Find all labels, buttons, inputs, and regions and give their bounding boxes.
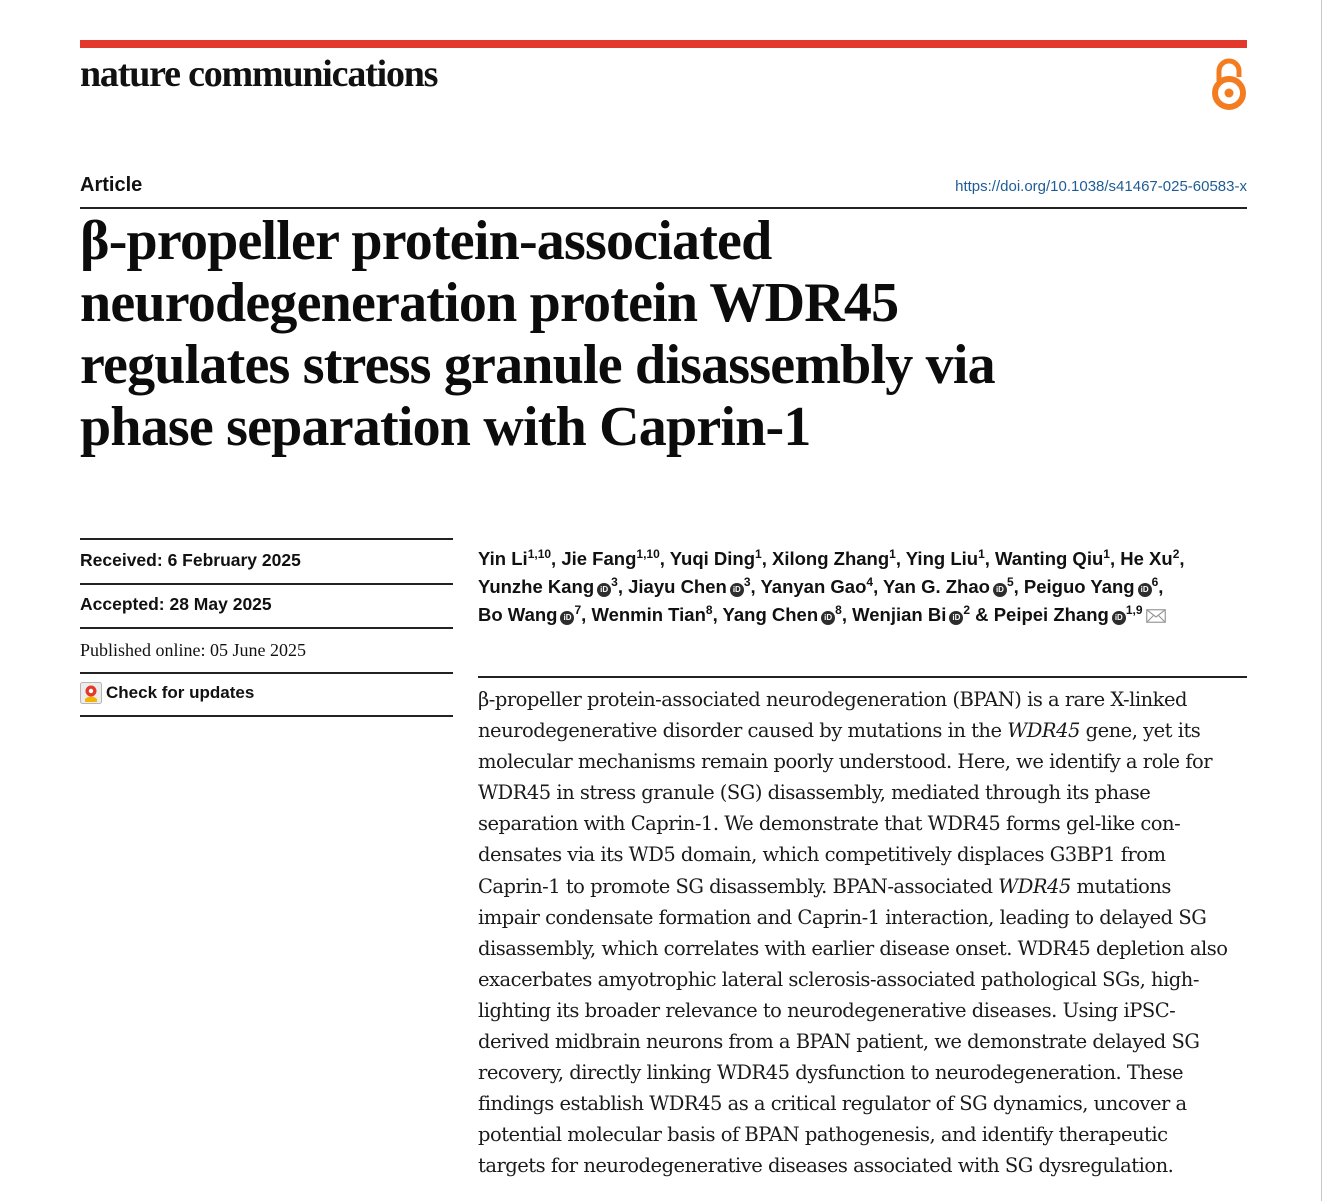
published-label: Published online: bbox=[80, 640, 206, 660]
accepted-date bbox=[80, 594, 272, 615]
abstract-line: molecular mechanisms remain poorly understood. Here, we identify a role for bbox=[478, 750, 1213, 774]
dates-divider bbox=[80, 672, 453, 674]
abstract-line: lighting its broader relevance to neurodegenerative diseases. Using iPSC- bbox=[478, 998, 1176, 1022]
author[interactable]: Xilong Zhang$^1$ bbox=[771, 547, 896, 569]
author[interactable]: Yang Chen $iD^8$ bbox=[722, 603, 842, 625]
article-title bbox=[80, 210, 1247, 458]
title-line: β-propeller protein-associated bbox=[80, 210, 772, 272]
orcid-icon[interactable]: iD bbox=[597, 583, 611, 597]
check-for-updates-label: Check for updates bbox=[106, 683, 255, 702]
abstract-line: separation with Caprin-1. We demonstrate that WDR45 forms gel-like con- bbox=[478, 812, 1181, 836]
article-type: Article bbox=[80, 174, 143, 196]
author-list: Yin Li$^{1,10}$, Jie Fang$^{1,10}$, Yuqi Ding$^1$, Xilong Zhang$^1$, Ying Liu$^1$, Wanting Qiu$^1$, He Xu$^2$, Yunzhe Kang $iD^3$, Jiayu Chen $iD^3$, Yanyan Gao$^4$, Yan G. Zhao $iD^5$, Peiguo Yang $iD^6$, Bo Wang $iD^7$, Wenmin Tian$^8$, Yang Chen $iD^8$, Wenjian Bi $iD^2$ & Peipei Zhang iD$^{1,9}$ bbox=[478, 547, 1185, 625]
gene-name: WDR45 bbox=[1007, 719, 1080, 743]
page-edge bbox=[1321, 0, 1322, 1201]
received-label: Received: bbox=[80, 550, 163, 570]
dates-divider bbox=[80, 627, 453, 629]
author[interactable]: Yuqi Ding$^1$ bbox=[669, 547, 762, 569]
accepted-value: 28 May 2025 bbox=[169, 594, 272, 614]
received-date bbox=[80, 550, 301, 571]
abstract-line: β-propeller protein-associated neurodegeneration (BPAN) is a rare X-linked bbox=[478, 688, 1188, 711]
author[interactable]: Yanyan Gao$^4$ bbox=[760, 575, 874, 597]
orcid-icon[interactable]: iD bbox=[730, 583, 744, 597]
open-access-icon bbox=[1208, 55, 1250, 113]
orcid-icon[interactable]: iD bbox=[993, 583, 1007, 597]
dates-top-rule bbox=[80, 538, 453, 540]
orcid-icon[interactable]: iD bbox=[821, 611, 835, 625]
dates-divider bbox=[80, 583, 453, 585]
orcid-icon[interactable]: iD bbox=[1112, 611, 1126, 625]
abstract-line: recovery, directly linking WDR45 dysfunction to neurodegeneration. These bbox=[478, 1061, 1184, 1085]
abstract bbox=[478, 684, 1253, 1182]
author[interactable]: Ying Liu$^1$ bbox=[905, 547, 985, 569]
title-line: phase separation with Caprin-1 bbox=[80, 396, 811, 458]
abstract-line: findings establish WDR45 as a critical regulator of SG dynamics, uncover a bbox=[478, 1092, 1187, 1116]
doi-link[interactable]: https://doi.org/10.1038/s41467-025-60583-x bbox=[955, 178, 1247, 195]
abstract-line: impair condensate formation and Caprin-1 interaction, leading to delayed SG bbox=[478, 905, 1207, 929]
author[interactable]: Wenmin Tian$^8$ bbox=[591, 603, 713, 625]
abstract-line: Caprin-1 to promote SG disassembly. BPAN-associated WDR45 mutations bbox=[478, 874, 1171, 898]
gene-name: WDR45 bbox=[998, 874, 1071, 898]
author[interactable]: Yan G. Zhao $iD^5$ bbox=[883, 575, 1014, 597]
journal-accent-bar bbox=[80, 40, 1247, 48]
author[interactable]: Jie Fang$^{1,10}$ bbox=[561, 547, 660, 569]
title-line: regulates stress granule disassembly via bbox=[80, 334, 995, 396]
author[interactable]: Wenjian Bi $iD^2$ bbox=[852, 603, 971, 625]
abstract-line: targets for neurodegenerative diseases associated with SG dysregulation. bbox=[478, 1154, 1174, 1178]
abstract-line: derived midbrain neurons from a BPAN patient, we demonstrate delayed SG bbox=[478, 1030, 1200, 1054]
published-date bbox=[80, 640, 306, 661]
author[interactable]: Peiguo Yang $iD^6$ bbox=[1023, 575, 1159, 597]
published-value: 05 June 2025 bbox=[210, 640, 306, 660]
author[interactable]: Bo Wang $iD^7$ bbox=[478, 603, 582, 625]
check-for-updates-button[interactable] bbox=[80, 682, 254, 704]
author[interactable]: Wanting Qiu$^1$ bbox=[995, 547, 1110, 569]
title-line: neurodegeneration protein WDR45 bbox=[80, 272, 899, 334]
author[interactable]: Yin Li$^{1,10}$ bbox=[478, 547, 552, 569]
abstract-line: WDR45 in stress granule (SG) disassembly, mediated through its phase bbox=[478, 781, 1151, 805]
abstract-line: densates via its WD5 domain, which competitively displaces G3BP1 from bbox=[478, 843, 1166, 867]
received-value: 6 February 2025 bbox=[167, 550, 301, 570]
abstract-line: potential molecular basis of BPAN pathogenesis, and identify therapeutic bbox=[478, 1123, 1168, 1147]
abstract-line: disassembly, which correlates with earlier disease onset. WDR45 depletion also bbox=[478, 936, 1228, 960]
journal-name: nature communications bbox=[80, 53, 438, 95]
dates-bottom-rule bbox=[80, 715, 453, 717]
author[interactable]: Peipei Zhang iD$^{1,9}$ bbox=[994, 604, 1166, 625]
email-icon[interactable] bbox=[1146, 609, 1166, 623]
abstract-line: neurodegenerative disorder caused by mutations in the WDR45 gene, yet its bbox=[478, 719, 1201, 743]
abstract-line: exacerbates amyotrophic lateral sclerosis-associated pathological SGs, high- bbox=[478, 967, 1199, 991]
accepted-label: Accepted: bbox=[80, 594, 165, 614]
check-for-updates-icon bbox=[80, 682, 102, 704]
author[interactable]: He Xu$^2$ bbox=[1120, 547, 1180, 569]
author[interactable]: Yunzhe Kang $iD^3$ bbox=[478, 575, 618, 597]
abstract-rule bbox=[478, 676, 1247, 678]
orcid-icon[interactable]: iD bbox=[949, 611, 963, 625]
orcid-icon[interactable]: iD bbox=[1138, 583, 1152, 597]
author[interactable]: Jiayu Chen $iD^3$ bbox=[628, 575, 751, 597]
header-rule bbox=[80, 207, 1247, 209]
orcid-icon[interactable]: iD bbox=[560, 611, 574, 625]
